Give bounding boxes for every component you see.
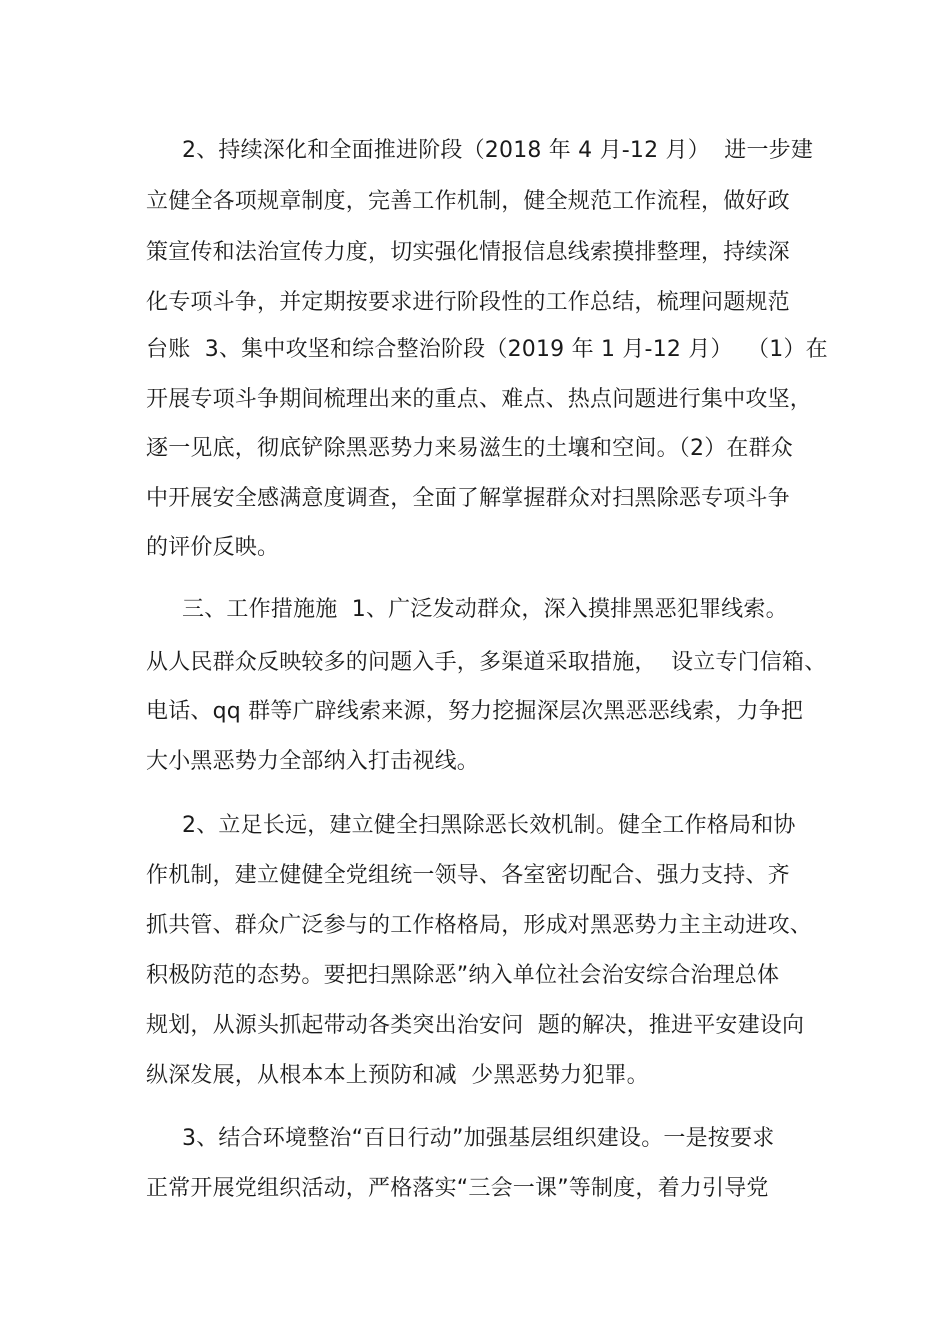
text-line: 纵深发展，从根本本上预防和减 少黑恶势力犯罪。 xyxy=(146,1063,649,1088)
text-line: 大小黑恶势力全部纳入打击视线。 xyxy=(146,749,480,774)
text-line: 开展专项斗争期间梳理出来的重点、难点、热点问题进行集中攻坚， xyxy=(146,387,813,412)
text-line: 抓共管、群众广泛参与的工作格格局，形成对黑恶势力主主动进攻、 xyxy=(146,913,813,938)
text-line: 策宣传和法治宣传力度，切实强化情报信息线索摸排整理，持续深 xyxy=(146,240,790,265)
text-line: 从人民群众反映较多的问题入手，多渠道采取措施， 设立专门信箱、 xyxy=(146,650,827,675)
text-line: 的评价反映。 xyxy=(146,535,280,560)
text-line: 逐一见底，彻底铲除黑恶势力来易滋生的土壤和空间。（2）在群众 xyxy=(146,436,793,461)
text-line: 规划，从源头抓起带动各类突出治安问 题的解决，推进平安建设向 xyxy=(146,1013,805,1038)
text-line: 化专项斗争，并定期按要求进行阶段性的工作总结，梳理问题规范 xyxy=(146,290,790,315)
text-line: 台账 3、集中攻坚和综合整治阶段（2019 年 1 月-12 月） （1）在 xyxy=(146,337,828,362)
text-line: 2、持续深化和全面推进阶段（2018 年 4 月-12 月） 进一步建 xyxy=(182,138,814,163)
text-line: 立健全各项规章制度，完善工作机制，健全规范工作流程，做好政 xyxy=(146,189,790,214)
text-line: 3、结合环境整治“百日行动”加强基层组织建设。一是按要求 xyxy=(182,1126,775,1151)
text-line: 三、工作措施施 1、广泛发动群众，深入摸排黑恶犯罪线索。 xyxy=(182,597,788,622)
text-line: 2、立足长远，建立健全扫黑除恶长效机制。健全工作格局和协 xyxy=(182,813,796,838)
text-line: 中开展安全感满意度调查，全面了解掌握群众对扫黑除恶专项斗争 xyxy=(146,486,790,511)
text-line: 积极防范的态势。要把扫黑除恶”纳入单位社会治安综合治理总体 xyxy=(146,963,780,988)
text-line: 电话、qq 群等广辟线索来源，努力挖掘深层次黑恶恶线索，力争把 xyxy=(146,699,804,724)
text-line: 作机制，建立健健全党组统一领导、各室密切配合、强力支持、齐 xyxy=(146,863,790,888)
text-line: 正常开展党组织活动，严格落实“三会一课”等制度，着力引导党 xyxy=(146,1176,769,1201)
